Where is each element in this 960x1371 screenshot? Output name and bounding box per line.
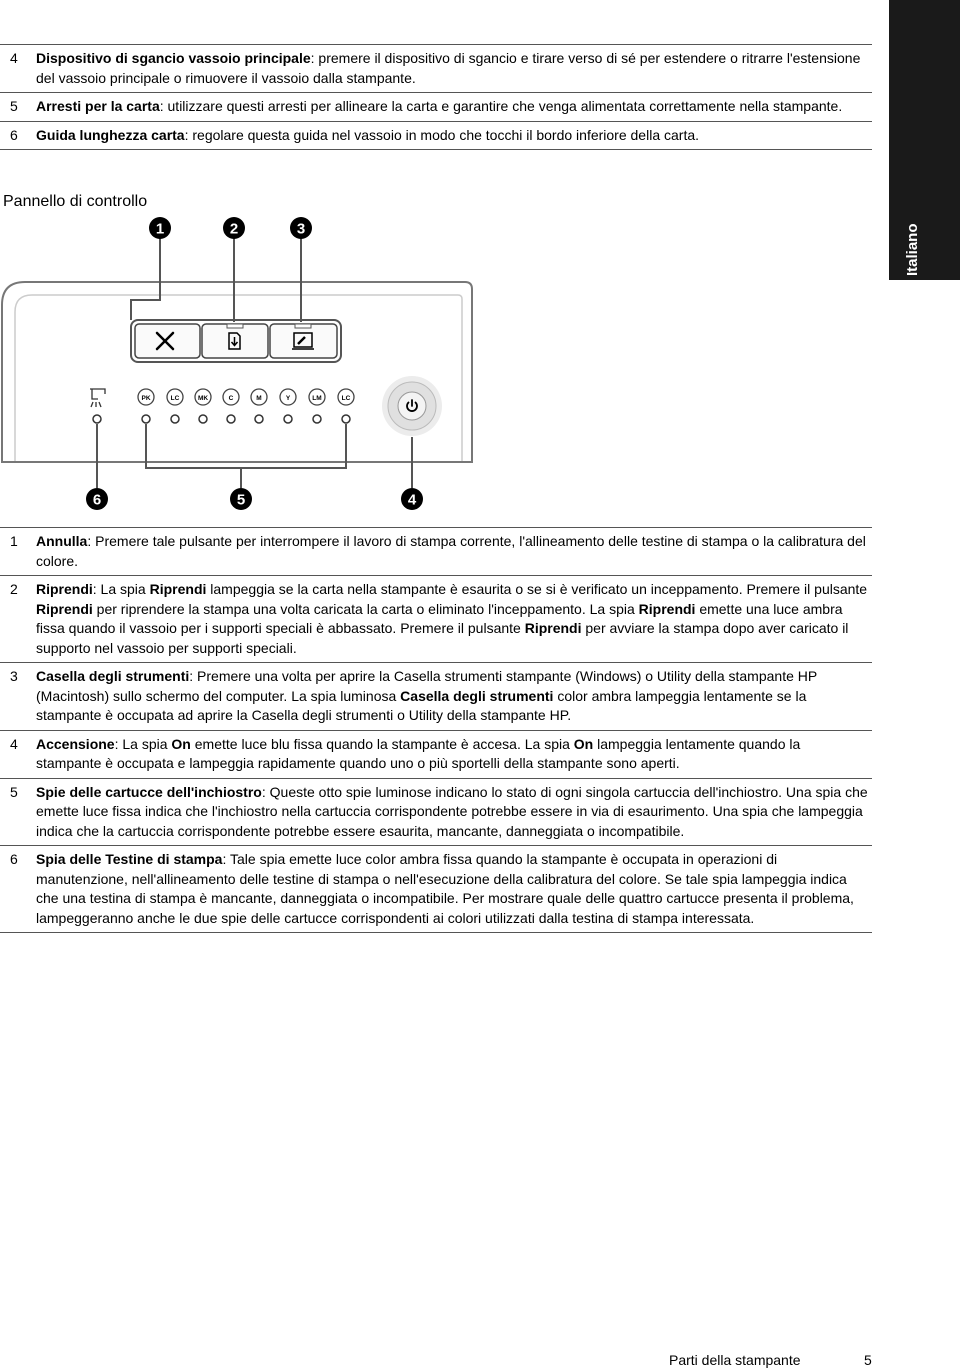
legend-row: [0, 528, 872, 576]
legend-text: [36, 576, 872, 663]
ink-label-lc: [338, 389, 354, 405]
legend-desc: emette una luce ambra fissa quando il vassoio per i supporti speciali è abbassato. Premere il pulsante: [36, 600, 843, 636]
callout-number: 3: [296, 220, 306, 238]
legend-desc: per riprendere la stampa una volta caricata la carta o eliminato l'inceppamento. La spia: [92, 600, 639, 617]
legend-table-bottom: [0, 527, 872, 933]
ink-label-lm: [309, 389, 325, 405]
ink-label-c: [223, 389, 239, 405]
callout-marker: [223, 217, 245, 239]
legend-num: 5: [10, 98, 18, 114]
resume-light: [227, 324, 243, 328]
legend-text: [36, 528, 872, 576]
legend-term: Spie delle cartucce dell'inchiostro: [36, 783, 262, 800]
ink-label-text: Y: [285, 395, 291, 402]
legend-desc: lampeggia lentamente quando la stampante è occupata e lampeggia rapidamente quando uno o più sportelli della stampante sono aperti.: [36, 735, 801, 771]
legend-term: Casella degli strumenti: [36, 668, 190, 684]
legend-term: Riprendi: [36, 600, 93, 617]
control-panel-diagram: [0, 210, 480, 520]
callout-marker: [149, 217, 171, 239]
callout-number: 6: [92, 491, 102, 509]
legend-desc: : La spia: [114, 735, 172, 752]
legend-row: [0, 846, 872, 933]
legend-row: [0, 45, 872, 93]
ink-label-m: [251, 389, 267, 405]
ink-label-pk: [138, 389, 154, 405]
legend-term: On: [171, 735, 191, 752]
ink-label-text: LC: [170, 395, 180, 402]
ink-light: [342, 415, 350, 423]
legend-row: [0, 121, 872, 150]
ink-label-text: LM: [312, 395, 322, 402]
cancel-button: [135, 324, 200, 358]
ink-label-text: PK: [141, 395, 151, 402]
ink-light: [284, 415, 292, 423]
printhead-light: [93, 415, 101, 423]
ink-label-lc: [167, 389, 183, 405]
legend-term: Casella degli strumenti: [400, 687, 554, 704]
legend-num: 4: [10, 50, 18, 66]
ink-label-text: LC: [341, 395, 351, 402]
legend-desc: per avviare la stampa dopo aver caricato il supporto nel vassoio per supporti speciali.: [36, 620, 849, 656]
callout-number: 4: [407, 491, 417, 509]
ink-light: [142, 415, 150, 423]
legend-term: Dispositivo di sgancio vassoio principale: [36, 50, 311, 66]
callout-marker: [230, 488, 252, 510]
callout-number: 1: [155, 220, 165, 238]
callout-marker: [86, 488, 108, 510]
section-heading: Pannello di controllo: [3, 193, 148, 210]
ink-light: [171, 415, 179, 423]
ink-label-mk: [195, 389, 211, 405]
legend-term: Riprendi: [638, 600, 696, 617]
language-tab: [889, 0, 960, 280]
footer-title: Parti della stampante: [669, 1352, 801, 1368]
legend-term: Spia delle Testine di stampa: [36, 851, 223, 867]
legend-row: [0, 778, 872, 846]
legend-term: Riprendi: [149, 581, 207, 597]
callout-number: 2: [229, 220, 239, 238]
legend-desc: : Premere una volta per aprire la Casella strumenti stampante (Windows) o Utility della stampante HP (Macintosh) sullo schermo del computer. La spia luminosa: [36, 668, 817, 704]
legend-table-top: [0, 44, 872, 150]
legend-num: 5: [10, 783, 18, 800]
ink-label-text: M: [256, 395, 262, 402]
legend-desc: : Premere tale pulsante per interrompere il lavoro di stampa corrente, l'allineamento delle testine di stampa o la calibratura del colore.: [36, 533, 866, 569]
legend-text: [36, 121, 872, 150]
legend-desc: emette luce blu fissa quando la stampante è accesa. La spia: [190, 735, 574, 752]
language-tab-label: Italiano: [904, 223, 921, 276]
ink-light: [313, 415, 321, 423]
ink-label-text: C: [228, 395, 234, 402]
legend-text: [36, 45, 872, 93]
legend-num: 1: [10, 533, 18, 549]
legend-num: 3: [10, 668, 18, 684]
legend-desc: : Tale spia emette luce color ambra fissa quando la stampante è occupata in operazioni di manutenzione, nell'allineamento delle testine di stampa o nell'esecuzione della calibratura del colore. Se tale spia lampeggia indica che una testina di stampa è mancante, danneggiata o incompatibile. Per mostrare quale delle quattro cartucce presenta il problema, lampeggeranno anche le due spie delle cartucce corrispondenti ai colori utilizzati dalla testina di stampa interessata.: [36, 851, 854, 926]
legend-term: Riprendi: [524, 620, 582, 636]
legend-desc: lampeggia se la carta nella stampante è esaurita o se si è verificato un inceppamento. Premere il pulsante: [206, 581, 868, 597]
legend-desc: : regolare questa guida nel vassoio in modo che tocchi il bordo inferiore della carta.: [184, 126, 700, 143]
legend-text: [36, 778, 872, 846]
legend-desc: : La spia: [92, 581, 150, 597]
callout-number: 5: [236, 491, 246, 509]
legend-desc: color ambra lampeggia lentamente se la stampante è occupata ad aprire la Casella degli strumenti o Utility della stampante HP.: [36, 687, 807, 723]
legend-row: [0, 663, 872, 731]
legend-desc: : premere il dispositivo di sgancio e tirare verso di sé per estendere o ritrarre l'estensione del vassoio principale o rimuovere il vassoio dalla stampante.: [36, 50, 861, 86]
toolbox-light: [295, 324, 311, 328]
legend-num: 6: [10, 851, 18, 867]
legend-text: [36, 730, 872, 778]
legend-text: [36, 846, 872, 933]
page-number: 5: [864, 1352, 872, 1368]
ink-light: [199, 415, 207, 423]
legend-row: [0, 93, 872, 122]
legend-desc: : utilizzare questi arresti per allineare la carta e garantire che venga alimentata correttamente nella stampante.: [159, 98, 843, 114]
legend-num: 2: [10, 581, 18, 597]
legend-text: [36, 663, 872, 731]
legend-term: Guida lunghezza carta: [36, 126, 185, 143]
legend-row: [0, 576, 872, 663]
panel-body: [2, 282, 472, 462]
legend-term: Annulla: [36, 533, 88, 549]
callout-marker: [290, 217, 312, 239]
callout-marker: [401, 488, 423, 510]
legend-term: Riprendi: [36, 581, 93, 597]
legend-term: On: [573, 735, 594, 752]
legend-row: [0, 730, 872, 778]
legend-term: Arresti per la carta: [36, 98, 160, 114]
ink-light: [227, 415, 235, 423]
ink-light: [255, 415, 263, 423]
legend-term: Accensione: [36, 735, 115, 752]
legend-num: 4: [10, 735, 18, 752]
legend-num: 6: [10, 126, 18, 143]
legend-desc: : Queste otto spie luminose indicano lo stato di ogni singola cartuccia dell'inchiostro. Una spia che emette luce fissa indica che l'inchiostro nella cartuccia corrispondente potrebbe essere in via di esaurimento. Una spia che lampeggia indica che la cartuccia corrispondente potrebbe essere esaurita, mancante, danneggiata o incompatibile.: [36, 783, 868, 839]
ink-label-text: MK: [197, 395, 209, 402]
toolbox-button: [270, 324, 337, 358]
ink-label-y: [280, 389, 296, 405]
legend-text: [36, 93, 872, 122]
